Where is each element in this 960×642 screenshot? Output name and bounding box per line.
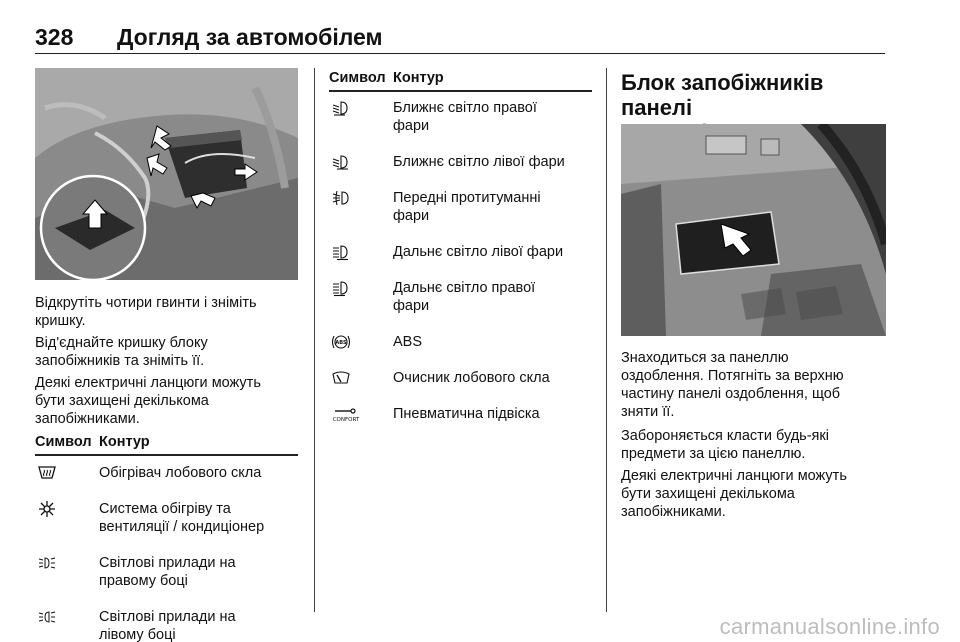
symbol-table-header — [35, 430, 298, 456]
table-row — [329, 279, 592, 323]
note-multiple-fuses-2 — [621, 467, 847, 521]
low-beam-left-icon — [331, 153, 351, 171]
low-beam-right-icon — [331, 99, 351, 117]
column-divider-1 — [314, 68, 315, 612]
location-description — [621, 349, 844, 421]
abs-icon — [331, 333, 351, 351]
instruction-disconnect — [35, 334, 208, 370]
text-line: оздоблення. Потягніть за верхню — [621, 368, 844, 384]
row-text: Ближнє світло правої — [393, 100, 537, 116]
table-row — [329, 243, 592, 269]
comfort-icon-label: CONFORT — [332, 417, 360, 423]
text-line: Деякі електричні ланцюги можуть — [621, 468, 847, 484]
row-text: ABS — [393, 334, 423, 350]
column-header-symbol: Символ — [329, 70, 386, 86]
text-line: бути захищені декількома — [35, 393, 209, 409]
right-side-light-icon — [37, 554, 57, 572]
engine-fusebox-photo — [35, 68, 298, 280]
table-row — [329, 153, 592, 179]
column-divider-2 — [606, 68, 607, 612]
text-line: Забороняється класти будь-які — [621, 428, 829, 444]
symbol-table-2 — [329, 66, 592, 423]
table-row — [329, 189, 592, 233]
table-row — [35, 608, 298, 642]
row-text: Світлові прилади на — [99, 609, 236, 625]
row-text: лівому боці — [99, 627, 176, 642]
row-text: Система обігріву та — [99, 501, 231, 517]
left-side-light-icon — [37, 608, 57, 626]
text-line: частину панелі оздоблення, щоб — [621, 386, 841, 402]
warning-no-objects — [621, 427, 829, 463]
row-text: Дальнє світло лівої фари — [393, 244, 564, 260]
table-row — [329, 333, 592, 359]
symbol-table-header — [329, 66, 592, 92]
climate-fan-icon — [37, 500, 57, 518]
text-line: кришку. — [35, 313, 86, 329]
svg-text:ABS: ABS — [335, 340, 347, 346]
row-text: фари — [393, 208, 430, 224]
text-line: Деякі електричні ланцюги можуть — [35, 375, 261, 391]
high-beam-right-icon — [331, 279, 351, 297]
text-line: запобіжниками. — [35, 411, 140, 427]
column-header-circuit: Контур — [99, 434, 150, 450]
table-row — [329, 99, 592, 143]
high-beam-left-icon — [331, 243, 351, 261]
page-number: 328 — [35, 24, 74, 50]
column-header-symbol: Символ — [35, 434, 92, 450]
row-text: правому боці — [99, 573, 188, 589]
row-text: фари — [393, 298, 430, 314]
row-text: вентиляції / кондиціонер — [99, 519, 265, 535]
wiper-icon — [331, 369, 351, 387]
watermark: carmanualsonline.info — [719, 614, 940, 639]
row-text: Ближнє світло лівої фари — [393, 154, 565, 170]
row-text: фари — [393, 118, 430, 134]
row-text: Обігрівач лобового скла — [99, 465, 262, 481]
text-line: Від'єднайте кришку блоку — [35, 335, 208, 351]
table-row — [329, 405, 592, 431]
comfort-suspension-icon — [331, 405, 361, 423]
row-text: Дальнє світло правої — [393, 280, 536, 296]
text-line: запобіжників та зніміть її. — [35, 353, 205, 369]
text-line: Відкрутіть чотири гвинти і зніміть — [35, 295, 257, 311]
instrument-panel-fusebox-photo — [621, 124, 886, 336]
text-line: зняти її. — [621, 404, 675, 420]
page-header — [35, 18, 885, 54]
text-line: бути захищені декількома — [621, 486, 795, 502]
row-text: Очисник лобового скла — [393, 370, 550, 386]
column-header-circuit: Контур — [393, 70, 444, 86]
title-line: Блок запобіжників панелі — [621, 70, 824, 120]
table-row — [35, 500, 298, 544]
front-fog-light-icon — [331, 189, 351, 207]
row-text: Пневматична підвіска — [393, 406, 540, 422]
symbol-table-1 — [35, 430, 298, 642]
text-line: предмети за цією панеллю. — [621, 446, 806, 462]
row-text: Світлові прилади на — [99, 555, 236, 571]
table-row — [35, 464, 298, 490]
row-text: Передні протитуманні — [393, 190, 541, 206]
page-header-title: Догляд за автомобілем — [117, 24, 383, 50]
text-line: Знаходиться за панеллю — [621, 350, 789, 366]
instruction-unscrew — [35, 294, 257, 330]
note-multiple-fuses — [35, 374, 261, 428]
table-row — [329, 369, 592, 395]
text-line: запобіжниками. — [621, 504, 726, 520]
windscreen-heater-icon — [37, 464, 57, 482]
table-row — [35, 554, 298, 598]
